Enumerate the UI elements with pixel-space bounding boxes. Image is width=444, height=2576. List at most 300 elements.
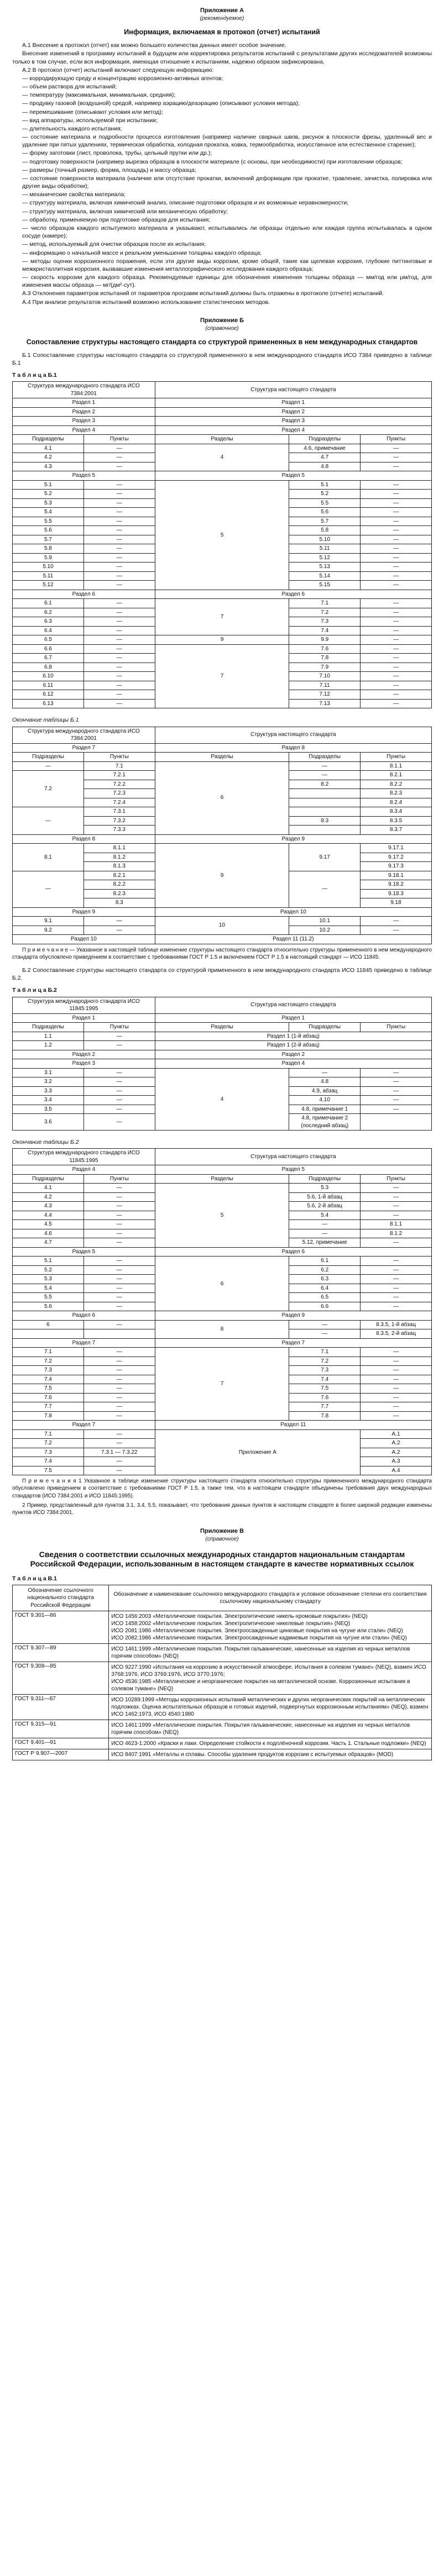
list-item: — метод, используемый для очистки образцов после их испытания; [22, 240, 432, 248]
subsection-cell: 5.1 [13, 480, 84, 490]
subsection-cell: 5.1 [13, 1257, 84, 1266]
subsection-cell: 5.4 [13, 508, 84, 517]
table-c1-right-header: Обозначение и наименование ссылочного международного стандарта и условное обозначение степени его соответствия ссылочному национальному стандарту [109, 1585, 432, 1611]
paragraph-a3: А.3 Отклонения параметров испытаний от параметров программ испытаний должны быть отражены в протоколе (отчете) испытаний. [22, 290, 384, 297]
item-cell: 9.17.3 [361, 862, 432, 871]
list-item: — информацию о начальной массе и реальном уменьшении толщины каждого образца; [22, 249, 432, 257]
item-cell: — [83, 462, 155, 471]
item-cell: — [83, 1439, 155, 1448]
list-item: — методы оценки коррозионного поражения, если эти другие виды коррозии, кроме общей, такие как щелевая коррозия, глубокие питтинговые и межкристаллитная коррозия, вызвавшие изменения металлографического исследования каждого образца; [22, 257, 432, 273]
subsection-cell: 8.3 [289, 816, 361, 826]
table-row [13, 1068, 432, 1077]
item-cell: 7.3.1 — 7.3.22 [83, 1448, 155, 1457]
col-header: Пункты [83, 1174, 155, 1184]
subsection-cell: 4.8, примечание 1 [289, 1105, 361, 1114]
col-header: Подразделы [13, 753, 84, 762]
subsection-cell: 5.9 [13, 553, 84, 562]
subsection-cell: 9.1 [13, 917, 84, 926]
item-cell: 7.2.3 [83, 789, 155, 798]
subsection-cell: 5.5 [13, 1293, 84, 1302]
item-cell: — [83, 1041, 155, 1050]
item-cell: — [83, 444, 155, 453]
subsection-cell: 7.4 [13, 1457, 84, 1466]
table-b1-continued [12, 727, 432, 944]
item-cell: — [83, 608, 155, 617]
table-b2-section-4-rows [13, 1184, 432, 1248]
table-row [13, 635, 432, 645]
item-cell: 8.1.3 [83, 862, 155, 871]
col-header: Подразделы [289, 1023, 361, 1032]
item-cell: 9.17.1 [361, 844, 432, 853]
item-cell: — [83, 1302, 155, 1311]
section-label: Раздел 1 [155, 1013, 431, 1023]
item-cell: — [361, 1086, 432, 1096]
item-cell: — [361, 1211, 432, 1220]
table-b2-section-7-rows [13, 1348, 432, 1421]
item-cell: 9.17.2 [361, 853, 432, 862]
section-label: Раздел 4 [155, 425, 431, 435]
subsection-cell: 5.10 [289, 535, 361, 544]
item-cell: — [361, 453, 432, 462]
subsection-cell: 7.10 [289, 672, 361, 681]
item-cell: — [83, 699, 155, 708]
section-label: Раздел 3 [13, 417, 155, 426]
section-cell: 10 [155, 917, 289, 935]
col-header: Пункты [83, 435, 155, 444]
item-cell: — [83, 480, 155, 490]
item-cell: 8.3.5, 2-й абзац [361, 1329, 432, 1339]
subsection-cell: — [289, 771, 361, 780]
subsection-cell: 7.1 [289, 1348, 361, 1357]
table-b2-left-header: Структура международного стандарта ИСО 11845:1995 [13, 1149, 155, 1165]
subsection-cell: 8.1 [13, 844, 84, 871]
item-cell: — [83, 1068, 155, 1077]
table-row [13, 1695, 432, 1720]
item-cell: — [83, 926, 155, 935]
list-item: — объем раствора для испытаний; [22, 83, 432, 91]
subsection-cell: 5.14 [289, 571, 361, 581]
subsection-cell: 5.3 [289, 1184, 361, 1193]
item-cell [361, 1114, 432, 1131]
subsection-cell: — [13, 871, 84, 907]
col-header: Пункты [83, 1023, 155, 1032]
item-cell: — [83, 1184, 155, 1193]
standard-description-cell: ИСО 1456:2003 «Металлические покрытия. Электролитические никель-хромовые покрытия» (NEQ) ИСО 1458:2002 «Металлические покрытия. Электролитические никелевые покрытия» (NEQ) ИСО 2081:1986 «Металлические покрытия. Электроосажденные цинковые покрытия на чугуне или стали» (NEQ) ИСО 2082:1986 «Металлические покрытия. Электроосажденные кадмиевые покрытия на чугуне или стали» (NEQ) [109, 1611, 432, 1644]
table-row [13, 599, 432, 608]
subsection-cell: 1.1 [13, 1032, 84, 1041]
subsection-cell: 6.2 [13, 608, 84, 617]
table-row [13, 1320, 432, 1329]
item-cell: — [83, 1229, 155, 1238]
section-label: Раздел 3 [13, 1059, 155, 1069]
standard-code-cell: ГОСТ 9.311—87 [13, 1695, 109, 1720]
item-cell: — [83, 1192, 155, 1202]
subsection-cell: 3.5 [13, 1105, 84, 1114]
table-b1-caption: Т а б л и ц а Б.1 [12, 372, 57, 379]
item-cell: — [361, 490, 432, 499]
subsection-cell: 3.1 [13, 1068, 84, 1077]
subsection-cell: 7.7 [13, 1402, 84, 1412]
subsection-cell: 5.8 [13, 544, 84, 554]
subsection-cell: 5.12 [13, 581, 84, 590]
item-cell: — [83, 508, 155, 517]
list-item: — корродирующую среду и концентрацию коррозионно-активных агентов; [22, 75, 432, 82]
report-items-list [12, 75, 432, 289]
col-header: Пункты [83, 753, 155, 762]
list-item: — состояние поверхности материала (наличие или отсутствие прокатки, включений деформации при прокатке, травление, зачистка, полировка или другие виды обработки); [22, 175, 432, 190]
section-label: Раздел 11 [155, 1421, 431, 1430]
section-label: Раздел 6 [155, 1247, 431, 1257]
subsection-cell: 5.15 [289, 581, 361, 590]
item-cell: — [83, 1375, 155, 1384]
item-cell: — [83, 1105, 155, 1114]
item-cell: — [361, 1348, 432, 1357]
table-b1 [12, 381, 432, 708]
standard-description-cell: ИСО 4623-1:2000 «Краски и лаки. Определение стойкости к подплёночной коррозии. Часть 1. Стальные подложки» (NEQ) [109, 1738, 432, 1749]
section-cell: 8 [155, 1320, 289, 1338]
table-b2-right-header: Структура настоящего стандарта [155, 1149, 431, 1165]
subsection-cell: 7.2 [13, 1357, 84, 1366]
col-header: Пункты [361, 435, 432, 444]
section-label: Раздел 1 [13, 1013, 155, 1023]
item-cell: — [83, 1265, 155, 1275]
standard-code-cell: ГОСТ 9.308—85 [13, 1662, 109, 1695]
appendix-c-heading: Сведения о соответствии ссылочных международных стандартов национальным стандартам Российской Федерации, использованным в настоящем стандарте в качестве нормативных ссылок [30, 1549, 414, 1569]
table-b1-section-8-rows [13, 844, 432, 908]
item-cell: — [361, 535, 432, 544]
section-label: Раздел 2 [13, 407, 155, 417]
subsection-cell: 7.6 [289, 1393, 361, 1402]
merged-cell: Раздел 1 (1-й абзац) [155, 1032, 431, 1041]
item-cell: 8.1.2 [361, 1229, 432, 1238]
list-item: — структуру материала, включая химический или механическую обработку; [22, 208, 432, 215]
item-cell: — [83, 1348, 155, 1357]
section-label: Раздел 9 [13, 907, 155, 917]
list-item: — длительность каждого испытания; [22, 125, 432, 133]
item-cell: 8.3.4 [361, 807, 432, 817]
item-cell: — [361, 599, 432, 608]
subsection-cell: 4.1 [13, 444, 84, 453]
subsection-cell: 3.2 [13, 1077, 84, 1087]
list-item: — число образцов каждого испытуемого материала и указывают, испытывались ли образцы отдельно или каждая группа испытывалась в одном сосуде (камере); [22, 224, 432, 240]
table-row [13, 1611, 432, 1644]
item-cell: — [361, 1202, 432, 1211]
item-cell: — [83, 1211, 155, 1220]
subsection-cell: 7.3 [13, 1366, 84, 1375]
item-cell: 8.3.5 [361, 816, 432, 826]
item-cell: — [83, 1077, 155, 1087]
subsection-cell: 4.1 [13, 1184, 84, 1193]
subsection-cell: — [289, 871, 361, 907]
table-row [13, 1032, 432, 1041]
subsection-cell: 7.8 [289, 654, 361, 663]
col-header: Подразделы [13, 435, 84, 444]
subsection-cell: 4.5 [13, 1220, 84, 1229]
table-b2-note-1: П р и м е ч а н и я 1 Указанное в таблице изменение структуры настоящего стандарта относительно структуры примененного международного стандарта обусловлено приведением в соответствие с требованиями ГОСТ Р 1.5, а также тем, что в настоящем стандарте объединены требования двух международных стандартов (ИСО 7384:2001 и ИСО 11845:1995). [12, 1478, 432, 1499]
section-label: Раздел 11 (11.2) [155, 935, 431, 944]
subsection-cell: 4.10 [289, 1096, 361, 1105]
item-cell: — [83, 1411, 155, 1421]
item-cell: 8.2.1 [361, 771, 432, 780]
item-cell: — [361, 690, 432, 700]
item-cell: 8.1.2 [83, 853, 155, 862]
section-cell: 9 [155, 844, 289, 908]
item-cell: — [83, 1220, 155, 1229]
item-cell: 8.2.4 [361, 798, 432, 807]
section-label: Раздел 3 [155, 417, 431, 426]
item-cell: — [83, 1086, 155, 1096]
section-cell: 9 [155, 635, 289, 645]
subsection-cell: 10.2 [289, 926, 361, 935]
section-label: Раздел 8 [155, 743, 431, 753]
table-row [13, 644, 432, 654]
item-cell: — [361, 663, 432, 672]
subsection-cell: 5.13 [289, 562, 361, 572]
list-item: — размеры (точный размер, форма, площадь) и массу образца; [22, 166, 432, 174]
col-header: Разделы [155, 753, 289, 762]
list-item: — структуру материала, включая химический анализ, описание подготовки образцов и их возможные неравномерности; [22, 199, 432, 207]
subsection-cell: 4.3 [13, 462, 84, 471]
item-cell: — [361, 462, 432, 471]
table-row [13, 917, 432, 926]
table-row [13, 1041, 432, 1050]
item-cell: 7.1 [83, 761, 155, 771]
item-cell: — [361, 617, 432, 627]
list-item: — механические свойства материала; [22, 191, 432, 198]
subsection-cell: 3.4 [13, 1096, 84, 1105]
subsection-cell: 6.12 [13, 690, 84, 700]
item-cell: 9.18 [361, 898, 432, 908]
col-header: Подразделы [289, 753, 361, 762]
col-header: Пункты [361, 753, 432, 762]
item-cell: — [361, 1411, 432, 1421]
item-cell: — [83, 672, 155, 681]
standard-description-cell: ИСО 10289:1999 «Методы коррозионных испытаний металлических и других неорганических покрытий на металлических подложках. Оценка испытательных образцов и готовых изделий, подвергнутых коррозионным испытаниям» (NEQ), взамен ИСО 1462:1973, ИСО 4540:1980 [109, 1695, 432, 1720]
subsection-cell: 1.2 [13, 1041, 84, 1050]
section-label: Раздел 7 [13, 1421, 155, 1430]
section-cell: 4 [155, 1068, 289, 1131]
col-header: Подразделы [289, 435, 361, 444]
subsection-cell: 6.2 [289, 1265, 361, 1275]
subsection-cell: 4.7 [289, 453, 361, 462]
subsection-cell: 6.1 [13, 599, 84, 608]
subsection-cell [289, 807, 361, 817]
subsection-cell: 5.3 [13, 1275, 84, 1284]
item-cell: — [83, 599, 155, 608]
item-cell: — [83, 1238, 155, 1248]
list-item: — состояние материала и подробности процесса изготовления (например наличие сварных швов, рисунок в плоскости фрезы, удаленный вес и удаление при пятых удалениях, термическая обработка, холодная прокатка, ковка, термообработка, искусственное или естественное старение); [22, 133, 432, 149]
standard-description-cell: ИСО 1461:1999 «Металлические покрытия. Покрытия гальванические, нанесенные на изделия из черных металлов горячим способом» (NEQ) [109, 1720, 432, 1738]
section-label: Раздел 10 [155, 907, 431, 917]
subsection-cell: 6.5 [289, 1293, 361, 1302]
appendix-a-title: Приложение А [200, 7, 244, 14]
list-item: — обработку, применяемую при подготовке образцов для испытания; [22, 216, 432, 224]
item-cell: — [361, 699, 432, 708]
table-row [13, 480, 432, 490]
item-cell: — [83, 626, 155, 635]
item-cell: — [83, 1096, 155, 1105]
section-label: Раздел 5 [13, 1247, 155, 1257]
item-cell: — [361, 1375, 432, 1384]
subsection-cell: 10.1 [289, 917, 361, 926]
subsection-cell: 7.2 [289, 1357, 361, 1366]
table-b2-section-3-rows [13, 1068, 432, 1131]
list-item: — форму заготовки (лист, проволока, трубы, цельный прутки или др.); [22, 149, 432, 157]
paragraph-a4: А.4 При анализе результатов испытаний возможно использование статистических методов. [22, 298, 270, 306]
item-cell: — [361, 444, 432, 453]
list-item: — продувку газовой (воздушной) средой, например аэрацию/деаэрацию (описывают условия метода); [22, 99, 432, 107]
table-b1-section-6-rows [13, 599, 432, 708]
subsection-cell: 6.6 [289, 1302, 361, 1311]
section-label: Раздел 7 [13, 1338, 155, 1348]
list-item: — температуру (максимальная, минимальная, средняя); [22, 91, 432, 99]
col-header: Разделы [155, 1174, 289, 1184]
subsection-cell: 6.13 [13, 699, 84, 708]
table-b2-caption: Т а б л и ц а Б.2 [12, 987, 57, 994]
standard-description-cell: ИСО 1461:1999 «Металлические покрытия. Покрытия гальванические, нанесенные на изделия из черных металлов горячим способом» (NEQ) [109, 1644, 432, 1662]
item-cell: 8.1.1 [83, 844, 155, 853]
subsection-cell: 5.6 [13, 526, 84, 535]
subsection-cell [13, 1329, 84, 1339]
item-cell: — [361, 1077, 432, 1087]
section-label: Раздел 6 [155, 590, 431, 599]
section-label: Раздел 4 [155, 1059, 431, 1069]
paragraph-b1: Б.1 Сопоставление структуры настоящего стандарта со структурой примененного в нем международного стандарта ИСО 7384 приведено в таблице Б.1 [12, 351, 432, 367]
col-header: Подразделы [13, 1174, 84, 1184]
item-cell: 8.1.1 [361, 1220, 432, 1229]
item-cell: — [361, 526, 432, 535]
item-cell: — [83, 1357, 155, 1366]
subsection-cell: 5.1 [289, 480, 361, 490]
item-cell: — [361, 1257, 432, 1266]
subsection-cell: — [289, 1229, 361, 1238]
subsection-cell: — [289, 1068, 361, 1077]
item-cell: 7.3.3 [83, 826, 155, 835]
subsection-cell: 5.2 [13, 1265, 84, 1275]
item-cell: 7.3.1 [83, 807, 155, 817]
merged-cell: Раздел 1 (2-й абзац) [155, 1041, 431, 1050]
section-cell: 5 [155, 480, 289, 590]
subsection-cell: 7.6 [289, 644, 361, 654]
subsection-cell: 5.6, 1-й абзац [289, 1192, 361, 1202]
subsection-cell: 3.3 [13, 1086, 84, 1096]
subsection-cell: 7.13 [289, 699, 361, 708]
item-cell: — [361, 1238, 432, 1248]
subsection-cell: 4.6, примечание [289, 444, 361, 453]
subsection-cell: 7.3 [289, 617, 361, 627]
paragraph-a2: А.2 В протокол (отчет) испытаний включают следующую информацию: [22, 66, 214, 73]
subsection-cell: 4.7 [13, 1238, 84, 1248]
table-row [13, 1184, 432, 1193]
subsection-cell: 6.1 [289, 1257, 361, 1266]
subsection-cell: 7.2 [13, 1439, 84, 1448]
item-cell: 8.3.7 [361, 826, 432, 835]
standard-code-cell: ГОСТ 9.401—91 [13, 1738, 109, 1749]
subsection-cell: 7.3 [289, 1366, 361, 1375]
subsection-cell: 5.4 [13, 1284, 84, 1293]
item-cell: — [83, 562, 155, 572]
paragraph-a1-cont: Внесение изменений в программу испытаний в будущем или корректировка результатов испытаний с результатами других исследователей возможны только в том случае, если вся информация, имеющая отношение к испытаниям, надежно образом зафиксирована. [12, 50, 432, 65]
item-cell: 7.2.1 [83, 771, 155, 780]
item-cell: — [83, 617, 155, 627]
item-cell: — [83, 1457, 155, 1466]
table-c1-caption: Т а б л и ц а В.1 [12, 1575, 57, 1582]
item-cell: — [361, 1293, 432, 1302]
item-cell: — [83, 526, 155, 535]
subsection-cell: 5.5 [289, 498, 361, 508]
item-cell: А.2 [361, 1448, 432, 1457]
section-label: Раздел 1 [13, 398, 155, 408]
subsection-cell: 7.9 [289, 663, 361, 672]
table-b2-continuation-caption: Окончание таблицы Б.2 [12, 1139, 79, 1146]
item-cell: 8.1.1 [361, 761, 432, 771]
item-cell: — [361, 1284, 432, 1293]
paragraph-b2: Б.2 Сопоставление структуры настоящего стандарта со структурой примененного в нем международного стандарта ИСО 11845 приведено в таблице Б.2. [12, 967, 432, 982]
item-cell: — [361, 626, 432, 635]
item-cell: — [361, 581, 432, 590]
subsection-cell: 6.10 [13, 672, 84, 681]
standard-description-cell: ИСО 8407:1991 «Металлы и сплавы. Способы удаления продуктов коррозии с испытуемых образцов» (MOD) [109, 1749, 432, 1760]
table-row [13, 1429, 432, 1439]
subsection-cell: 6 [13, 1320, 84, 1329]
item-cell: 8.2.2 [83, 880, 155, 890]
section-label: Раздел 1 [155, 398, 431, 408]
item-cell: — [83, 553, 155, 562]
subsection-cell [289, 826, 361, 835]
subsection-cell: 7.11 [289, 681, 361, 690]
table-row [13, 1738, 432, 1749]
subsection-cell: 5.2 [13, 490, 84, 499]
standard-code-cell: ГОСТ 9.315—91 [13, 1720, 109, 1738]
item-cell: — [361, 517, 432, 526]
appendix-b-title: Приложение Б [200, 317, 244, 324]
item-cell: — [83, 1275, 155, 1284]
item-cell: — [83, 1393, 155, 1402]
list-item: — скорость коррозии для каждого образца. Рекомендуемые единицы для обозначения изменения толщины образца — мм/год или µм/год, для изменения массы образца — мг/(дм²·сут). [22, 274, 432, 289]
section-label: Раздел 2 [13, 1050, 155, 1059]
section-cell: 6 [155, 761, 289, 834]
subsection-cell: 7.3 [13, 1448, 84, 1457]
item-cell: — [83, 1384, 155, 1394]
item-cell: А.3 [361, 1457, 432, 1466]
item-cell: — [83, 663, 155, 672]
table-b2-section-7b-rows [13, 1429, 432, 1475]
subsection-cell: 4.3 [13, 1202, 84, 1211]
table-row [13, 444, 432, 453]
subsection-cell: — [289, 1220, 361, 1229]
item-cell: — [83, 1366, 155, 1375]
subsection-cell: 3.6 [13, 1114, 84, 1131]
subsection-cell: 4.6 [13, 1229, 84, 1238]
table-b2-right-header: Структура настоящего стандарта [155, 997, 431, 1013]
subsection-cell: — [13, 761, 84, 771]
item-cell: 7.2.4 [83, 798, 155, 807]
item-cell: — [361, 1105, 432, 1114]
subsection-cell: 7.7 [289, 1402, 361, 1412]
section-label: Раздел 7 [13, 743, 155, 753]
subsection-cell: 7.4 [289, 626, 361, 635]
item-cell: А.4 [361, 1466, 432, 1475]
item-cell: — [361, 644, 432, 654]
subsection-cell: 5.8 [289, 526, 361, 535]
list-item: — подготовку поверхности (например вырезка образцов в плоскости материале (с основы, при необходимости) при изготовлении образцов; [22, 158, 432, 166]
subsection-cell: 6.3 [13, 617, 84, 627]
item-cell: 9.18.1 [361, 871, 432, 880]
paragraph-a1: А.1 Внесение в протокол (отчет) как можно большего количества данных имеет особое значение. [22, 42, 286, 49]
col-header: Разделы [155, 435, 289, 444]
item-cell: — [83, 498, 155, 508]
item-cell: — [361, 608, 432, 617]
